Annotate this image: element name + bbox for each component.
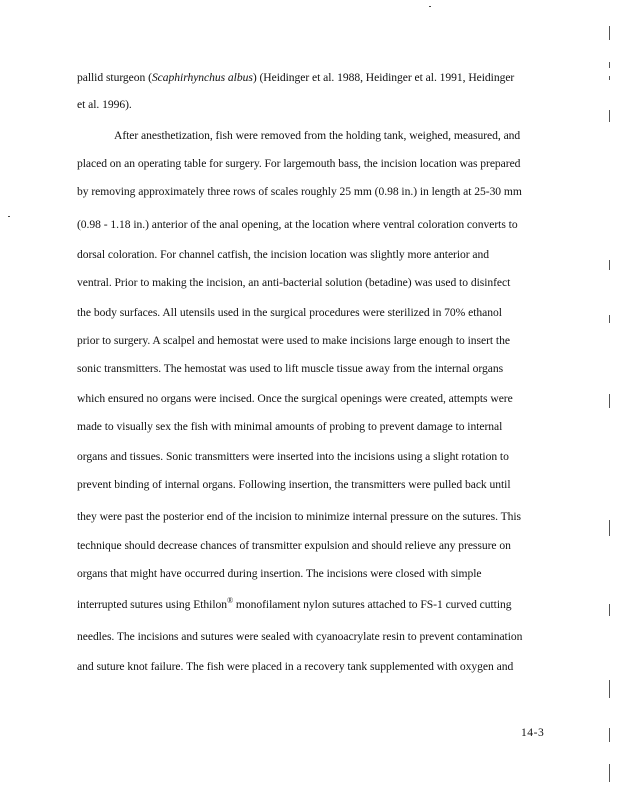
- text-line-12: which ensured no organs were incised. Once the surgical openings were created, attempts were: [77, 392, 513, 405]
- text-line-11: sonic transmitters. The hemostat was used to lift muscle tissue away from the internal organs: [77, 362, 504, 375]
- text-line-13: made to visually sex the fish with minimal amounts of probing to prevent damage to internal: [77, 420, 503, 433]
- scan-speck: [609, 728, 610, 742]
- scan-speck: [609, 110, 610, 122]
- text-line-6: (0.98 - 1.18 in.) anterior of the anal opening, at the location where ventral coloration converts to: [77, 218, 518, 231]
- scan-speck: [609, 315, 610, 323]
- scan-speck: [609, 394, 610, 408]
- scan-speck: [609, 604, 610, 616]
- line-19-post: monofilament nylon sutures attached to FS-1 curved cutting: [233, 598, 512, 611]
- line-1-post: ) (Heidinger et al. 1988, Heidinger et al. 1991, Heidinger: [252, 71, 515, 84]
- text-line-17: technique should decrease chances of transmitter expulsion and should relieve any pressure on: [77, 539, 511, 552]
- text-line-1: [77, 71, 545, 85]
- paragraph-start-line: After anesthetization, fish were removed from the holding tank, weighed, measured, and: [114, 129, 521, 142]
- scan-speck: [8, 216, 10, 217]
- scan-speck: [609, 520, 610, 536]
- scan-speck: [609, 62, 610, 68]
- text-line-14: organs and tissues. Sonic transmitters were inserted into the incisions using a slight rotation to: [77, 450, 509, 463]
- line-1-pre: pallid sturgeon (: [77, 71, 152, 84]
- text-line-9: the body surfaces. All utensils used in the surgical procedures were sterilized in 70% ethanol: [77, 306, 502, 319]
- scan-speck: [609, 260, 610, 270]
- scan-speck: [609, 76, 610, 80]
- line-19-pre: interrupted sutures using Ethilon: [77, 598, 228, 611]
- text-line-8: ventral. Prior to making the incision, an anti-bacterial solution (betadine) was used to disinfect: [77, 276, 511, 289]
- text-line-16: they were past the posterior end of the incision to minimize internal pressure on the sutures. This: [77, 510, 521, 523]
- text-line-7: dorsal coloration. For channel catfish, the incision location was slightly more anterior and: [77, 248, 490, 261]
- page-number: 14-3: [521, 726, 545, 739]
- text-line-21: and suture knot failure. The fish were placed in a recovery tank supplemented with oxygen and: [77, 660, 514, 673]
- scan-speck: [609, 680, 610, 698]
- text-line-18: organs that might have occurred during insertion. The incisions were closed with simple: [77, 567, 482, 580]
- scan-speck: [609, 26, 610, 40]
- text-line-20: needles. The incisions and sutures were sealed with cyanoacrylate resin to prevent contamination: [77, 630, 523, 643]
- text-line-2: et al. 1996).: [77, 98, 132, 111]
- text-line-19: [77, 598, 512, 612]
- scan-speck: [609, 764, 610, 782]
- text-line-10: prior to surgery. A scalpel and hemostat were used to make incisions large enough to insert the: [77, 334, 510, 347]
- text-line-5: by removing approximately three rows of scales roughly 25 mm (0.98 in.) in length at 25-30 mm: [77, 185, 522, 198]
- scan-speck: [429, 6, 431, 7]
- text-line-15: prevent binding of internal organs. Following insertion, the transmitters were pulled back until: [77, 478, 511, 491]
- species-name: Scaphirhynchus albus: [151, 71, 253, 84]
- text-line-4: placed on an operating table for surgery. For largemouth bass, the incision location was prepared: [77, 157, 521, 170]
- registered-mark: ®: [227, 596, 234, 606]
